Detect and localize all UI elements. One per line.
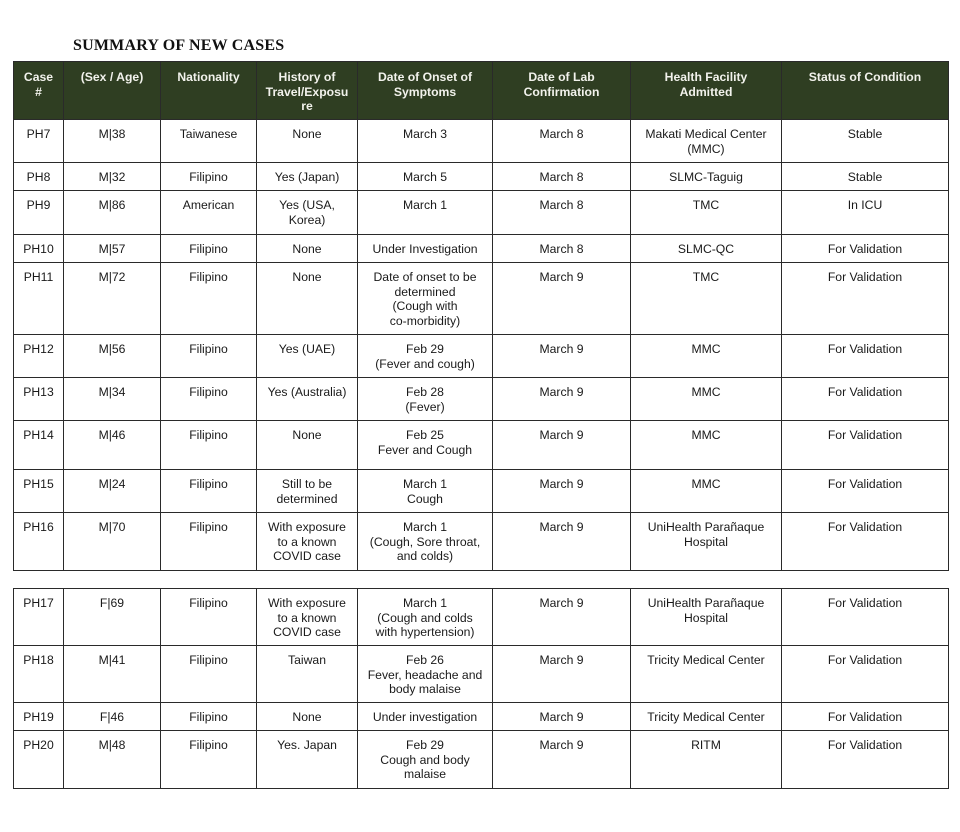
header-travel-history: History of Travel/Exposu re — [257, 62, 358, 120]
header-health-facility: Health Facility Admitted — [631, 62, 782, 120]
table-row — [14, 163, 949, 191]
cell-status: For Validation — [782, 703, 949, 731]
cell-nationality: Filipino — [161, 235, 257, 263]
document-title: SUMMARY OF NEW CASES — [73, 37, 285, 54]
cell-status: In ICU — [782, 191, 949, 235]
cell-sex-age: M|72 — [64, 263, 161, 335]
cell-travel-history: With exposure to a known COVID case — [257, 589, 358, 646]
cell-sex-age: M|48 — [64, 731, 161, 789]
cell-health-facility: UniHealth Parañaque Hospital — [631, 589, 782, 646]
cell-travel-history: None — [257, 421, 358, 470]
table-row — [14, 470, 949, 513]
cell-health-facility: Tricity Medical Center — [631, 703, 782, 731]
cell-onset-date: March 1 — [358, 191, 493, 235]
table-row — [14, 235, 949, 263]
cell-health-facility: UniHealth Parañaque Hospital — [631, 513, 782, 571]
cell-health-facility: TMC — [631, 263, 782, 335]
cell-nationality: Filipino — [161, 421, 257, 470]
cell-health-facility: Makati Medical Center (MMC) — [631, 120, 782, 163]
cell-lab-confirmation: March 9 — [493, 703, 631, 731]
cell-health-facility: TMC — [631, 191, 782, 235]
header-status: Status of Condition — [782, 62, 949, 120]
cell-case-number: PH17 — [14, 589, 64, 646]
cell-onset-date: Feb 29 (Fever and cough) — [358, 335, 493, 378]
cell-lab-confirmation: March 9 — [493, 731, 631, 789]
cell-case-number: PH9 — [14, 191, 64, 235]
header-lab-confirmation: Date of Lab Confirmation — [493, 62, 631, 120]
cases-table-part-2 — [13, 588, 949, 789]
cell-onset-date: March 1 (Cough and colds with hypertension) — [358, 589, 493, 646]
cell-health-facility: SLMC-QC — [631, 235, 782, 263]
cell-nationality: American — [161, 191, 257, 235]
cell-case-number: PH20 — [14, 731, 64, 789]
table-row — [14, 589, 949, 646]
cell-sex-age: M|70 — [64, 513, 161, 571]
cell-sex-age: F|46 — [64, 703, 161, 731]
cell-travel-history: None — [257, 703, 358, 731]
cell-status: For Validation — [782, 646, 949, 703]
cell-onset-date: March 5 — [358, 163, 493, 191]
cell-nationality: Filipino — [161, 513, 257, 571]
cell-lab-confirmation: March 8 — [493, 120, 631, 163]
table-row — [14, 335, 949, 378]
cell-status: For Validation — [782, 589, 949, 646]
table-row — [14, 263, 949, 335]
cell-sex-age: M|34 — [64, 378, 161, 421]
cell-sex-age: M|46 — [64, 421, 161, 470]
cell-lab-confirmation: March 9 — [493, 335, 631, 378]
cell-nationality: Filipino — [161, 731, 257, 789]
cell-case-number: PH10 — [14, 235, 64, 263]
cell-status: For Validation — [782, 235, 949, 263]
cell-sex-age: F|69 — [64, 589, 161, 646]
cell-lab-confirmation: March 9 — [493, 513, 631, 571]
cell-onset-date: Feb 28 (Fever) — [358, 378, 493, 421]
cell-travel-history: Yes (Australia) — [257, 378, 358, 421]
cell-onset-date: Under Investigation — [358, 235, 493, 263]
cell-nationality: Filipino — [161, 163, 257, 191]
cell-nationality: Filipino — [161, 589, 257, 646]
cell-status: For Validation — [782, 263, 949, 335]
cell-onset-date: March 3 — [358, 120, 493, 163]
cell-lab-confirmation: March 8 — [493, 235, 631, 263]
cell-status: Stable — [782, 163, 949, 191]
cell-travel-history: Yes. Japan — [257, 731, 358, 789]
cell-travel-history: Yes (USA, Korea) — [257, 191, 358, 235]
cell-lab-confirmation: March 9 — [493, 263, 631, 335]
table-row — [14, 646, 949, 703]
cell-status: For Validation — [782, 470, 949, 513]
cell-travel-history: Yes (Japan) — [257, 163, 358, 191]
cell-lab-confirmation: March 9 — [493, 421, 631, 470]
cell-onset-date: March 1 (Cough, Sore throat, and colds) — [358, 513, 493, 571]
cell-nationality: Filipino — [161, 470, 257, 513]
cell-lab-confirmation: March 9 — [493, 470, 631, 513]
cell-nationality: Filipino — [161, 378, 257, 421]
cell-travel-history: Still to be determined — [257, 470, 358, 513]
cell-lab-confirmation: March 9 — [493, 646, 631, 703]
cell-travel-history: None — [257, 120, 358, 163]
cell-onset-date: Feb 25 Fever and Cough — [358, 421, 493, 470]
cell-sex-age: M|41 — [64, 646, 161, 703]
cell-health-facility: Tricity Medical Center — [631, 646, 782, 703]
cell-case-number: PH16 — [14, 513, 64, 571]
cell-health-facility: SLMC-Taguig — [631, 163, 782, 191]
cell-lab-confirmation: March 8 — [493, 191, 631, 235]
cell-nationality: Filipino — [161, 646, 257, 703]
cell-nationality: Filipino — [161, 335, 257, 378]
table-row — [14, 120, 949, 163]
header-case-number: Case # — [14, 62, 64, 120]
cell-status: For Validation — [782, 513, 949, 571]
table-row — [14, 378, 949, 421]
cell-sex-age: M|57 — [64, 235, 161, 263]
table-row — [14, 191, 949, 235]
cell-status: For Validation — [782, 731, 949, 789]
cell-sex-age: M|24 — [64, 470, 161, 513]
cell-lab-confirmation: March 8 — [493, 163, 631, 191]
cell-health-facility: MMC — [631, 378, 782, 421]
cell-case-number: PH13 — [14, 378, 64, 421]
cell-nationality: Taiwanese — [161, 120, 257, 163]
cell-travel-history: Yes (UAE) — [257, 335, 358, 378]
cell-sex-age: M|32 — [64, 163, 161, 191]
cell-status: For Validation — [782, 378, 949, 421]
cell-health-facility: MMC — [631, 470, 782, 513]
header-onset-date: Date of Onset of Symptoms — [358, 62, 493, 120]
cell-status: For Validation — [782, 335, 949, 378]
cell-lab-confirmation: March 9 — [493, 589, 631, 646]
table-row — [14, 513, 949, 571]
cell-sex-age: M|86 — [64, 191, 161, 235]
cell-case-number: PH14 — [14, 421, 64, 470]
cell-sex-age: M|56 — [64, 335, 161, 378]
cell-status: For Validation — [782, 421, 949, 470]
header-sex-age: (Sex / Age) — [64, 62, 161, 120]
table-row — [14, 421, 949, 470]
cell-onset-date: Under investigation — [358, 703, 493, 731]
cell-sex-age: M|38 — [64, 120, 161, 163]
cell-onset-date: Feb 26 Fever, headache and body malaise — [358, 646, 493, 703]
cell-travel-history: None — [257, 263, 358, 335]
cell-onset-date: Date of onset to be determined (Cough with co-morbidity) — [358, 263, 493, 335]
cell-health-facility: MMC — [631, 335, 782, 378]
cell-case-number: PH12 — [14, 335, 64, 378]
cell-case-number: PH8 — [14, 163, 64, 191]
cell-status: Stable — [782, 120, 949, 163]
cell-health-facility: MMC — [631, 421, 782, 470]
cell-case-number: PH18 — [14, 646, 64, 703]
cell-travel-history: None — [257, 235, 358, 263]
table-row — [14, 703, 949, 731]
header-nationality: Nationality — [161, 62, 257, 120]
cell-lab-confirmation: March 9 — [493, 378, 631, 421]
cell-case-number: PH7 — [14, 120, 64, 163]
cell-case-number: PH11 — [14, 263, 64, 335]
cell-travel-history: With exposure to a known COVID case — [257, 513, 358, 571]
cell-health-facility: RITM — [631, 731, 782, 789]
cases-table-part-1 — [13, 61, 949, 571]
cell-case-number: PH15 — [14, 470, 64, 513]
cell-nationality: Filipino — [161, 263, 257, 335]
cell-onset-date: March 1 Cough — [358, 470, 493, 513]
cell-travel-history: Taiwan — [257, 646, 358, 703]
table-row — [14, 731, 949, 789]
header-row — [14, 62, 949, 120]
cell-onset-date: Feb 29 Cough and body malaise — [358, 731, 493, 789]
cell-nationality: Filipino — [161, 703, 257, 731]
cell-case-number: PH19 — [14, 703, 64, 731]
